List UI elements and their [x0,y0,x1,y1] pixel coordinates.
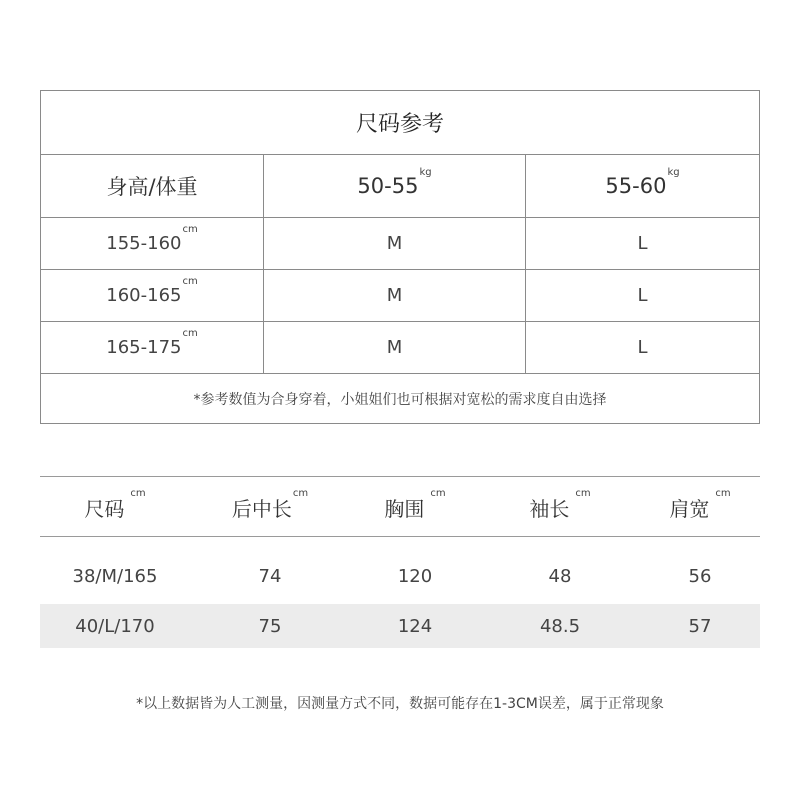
unit-kg: kg [419,166,432,178]
size-reference-title-row [41,91,759,155]
measurement-header-row [40,478,760,536]
unit-cm: cm [575,487,591,499]
header-cell-sleeve-length: 袖长 $^{cm}$ [529,487,591,521]
header-cell-weight-50-55: 50-55 $^{kg}$ [264,155,526,217]
size-cell: L [637,233,648,254]
size-cell: L [637,285,648,306]
unit-cm: cm [182,224,198,235]
bust-cell: 120 [397,565,433,587]
size-reference-table [40,90,760,424]
header-cell-size: 尺码 $^{cm}$ [84,487,146,521]
size-cell: M [264,270,526,321]
header-cell-height-weight: 身高/体重 [41,155,264,217]
height-cell: 155-160 $^{cm}$ [41,218,264,269]
table-row [41,218,759,270]
size-cell: 40/L/170 [75,615,155,637]
size-cell: L [637,337,648,358]
size-reference-header-row [41,155,759,218]
back-length-cell: 74 [258,565,282,587]
unit-cm: cm [182,328,198,339]
header-cell-back-length: 后中长 $^{cm}$ [231,487,309,521]
unit-cm: cm [292,487,309,499]
shoulder-width-cell: 57 [688,615,712,637]
size-reference-note-row [41,374,759,423]
size-cell: M [264,322,526,373]
height-cell: 160-165 $^{cm}$ [41,270,264,321]
size-cell: 38/M/165 [72,565,158,587]
header-cell-weight-55-60: 55-60 $^{kg}$ [605,166,680,198]
height-cell: 165-175 $^{cm}$ [41,322,264,373]
divider [40,476,760,477]
unit-cm: cm [715,487,731,499]
table-row [41,322,759,374]
table-row [41,270,759,322]
unit-cm: cm [130,487,146,499]
header-cell-bust: 胸围 $^{cm}$ [384,487,446,521]
bust-cell: 124 [397,615,433,637]
divider [40,536,760,537]
footer-note: *以上数据皆为人工测量，因测量方式不同，数据可能存在1-3CM误差，属于正常现象 [136,696,664,712]
unit-cm: cm [430,487,446,499]
table-row [40,554,760,598]
sleeve-length-cell: 48 [548,565,572,587]
table-row [40,604,760,648]
shoulder-width-cell: 56 [688,565,712,587]
unit-cm: cm [182,276,198,287]
size-reference-title: 尺码参考 [355,112,444,137]
size-reference-note: *参考数值为合身穿着，小姐姐们也可根据对宽松的需求度自由选择 [193,391,607,408]
unit-kg: kg [667,166,680,178]
header-cell-shoulder-width: 肩宽 $^{cm}$ [669,487,731,521]
back-length-cell: 75 [258,615,282,637]
sleeve-length-cell: 48.5 [539,615,581,637]
size-cell: M [264,218,526,269]
